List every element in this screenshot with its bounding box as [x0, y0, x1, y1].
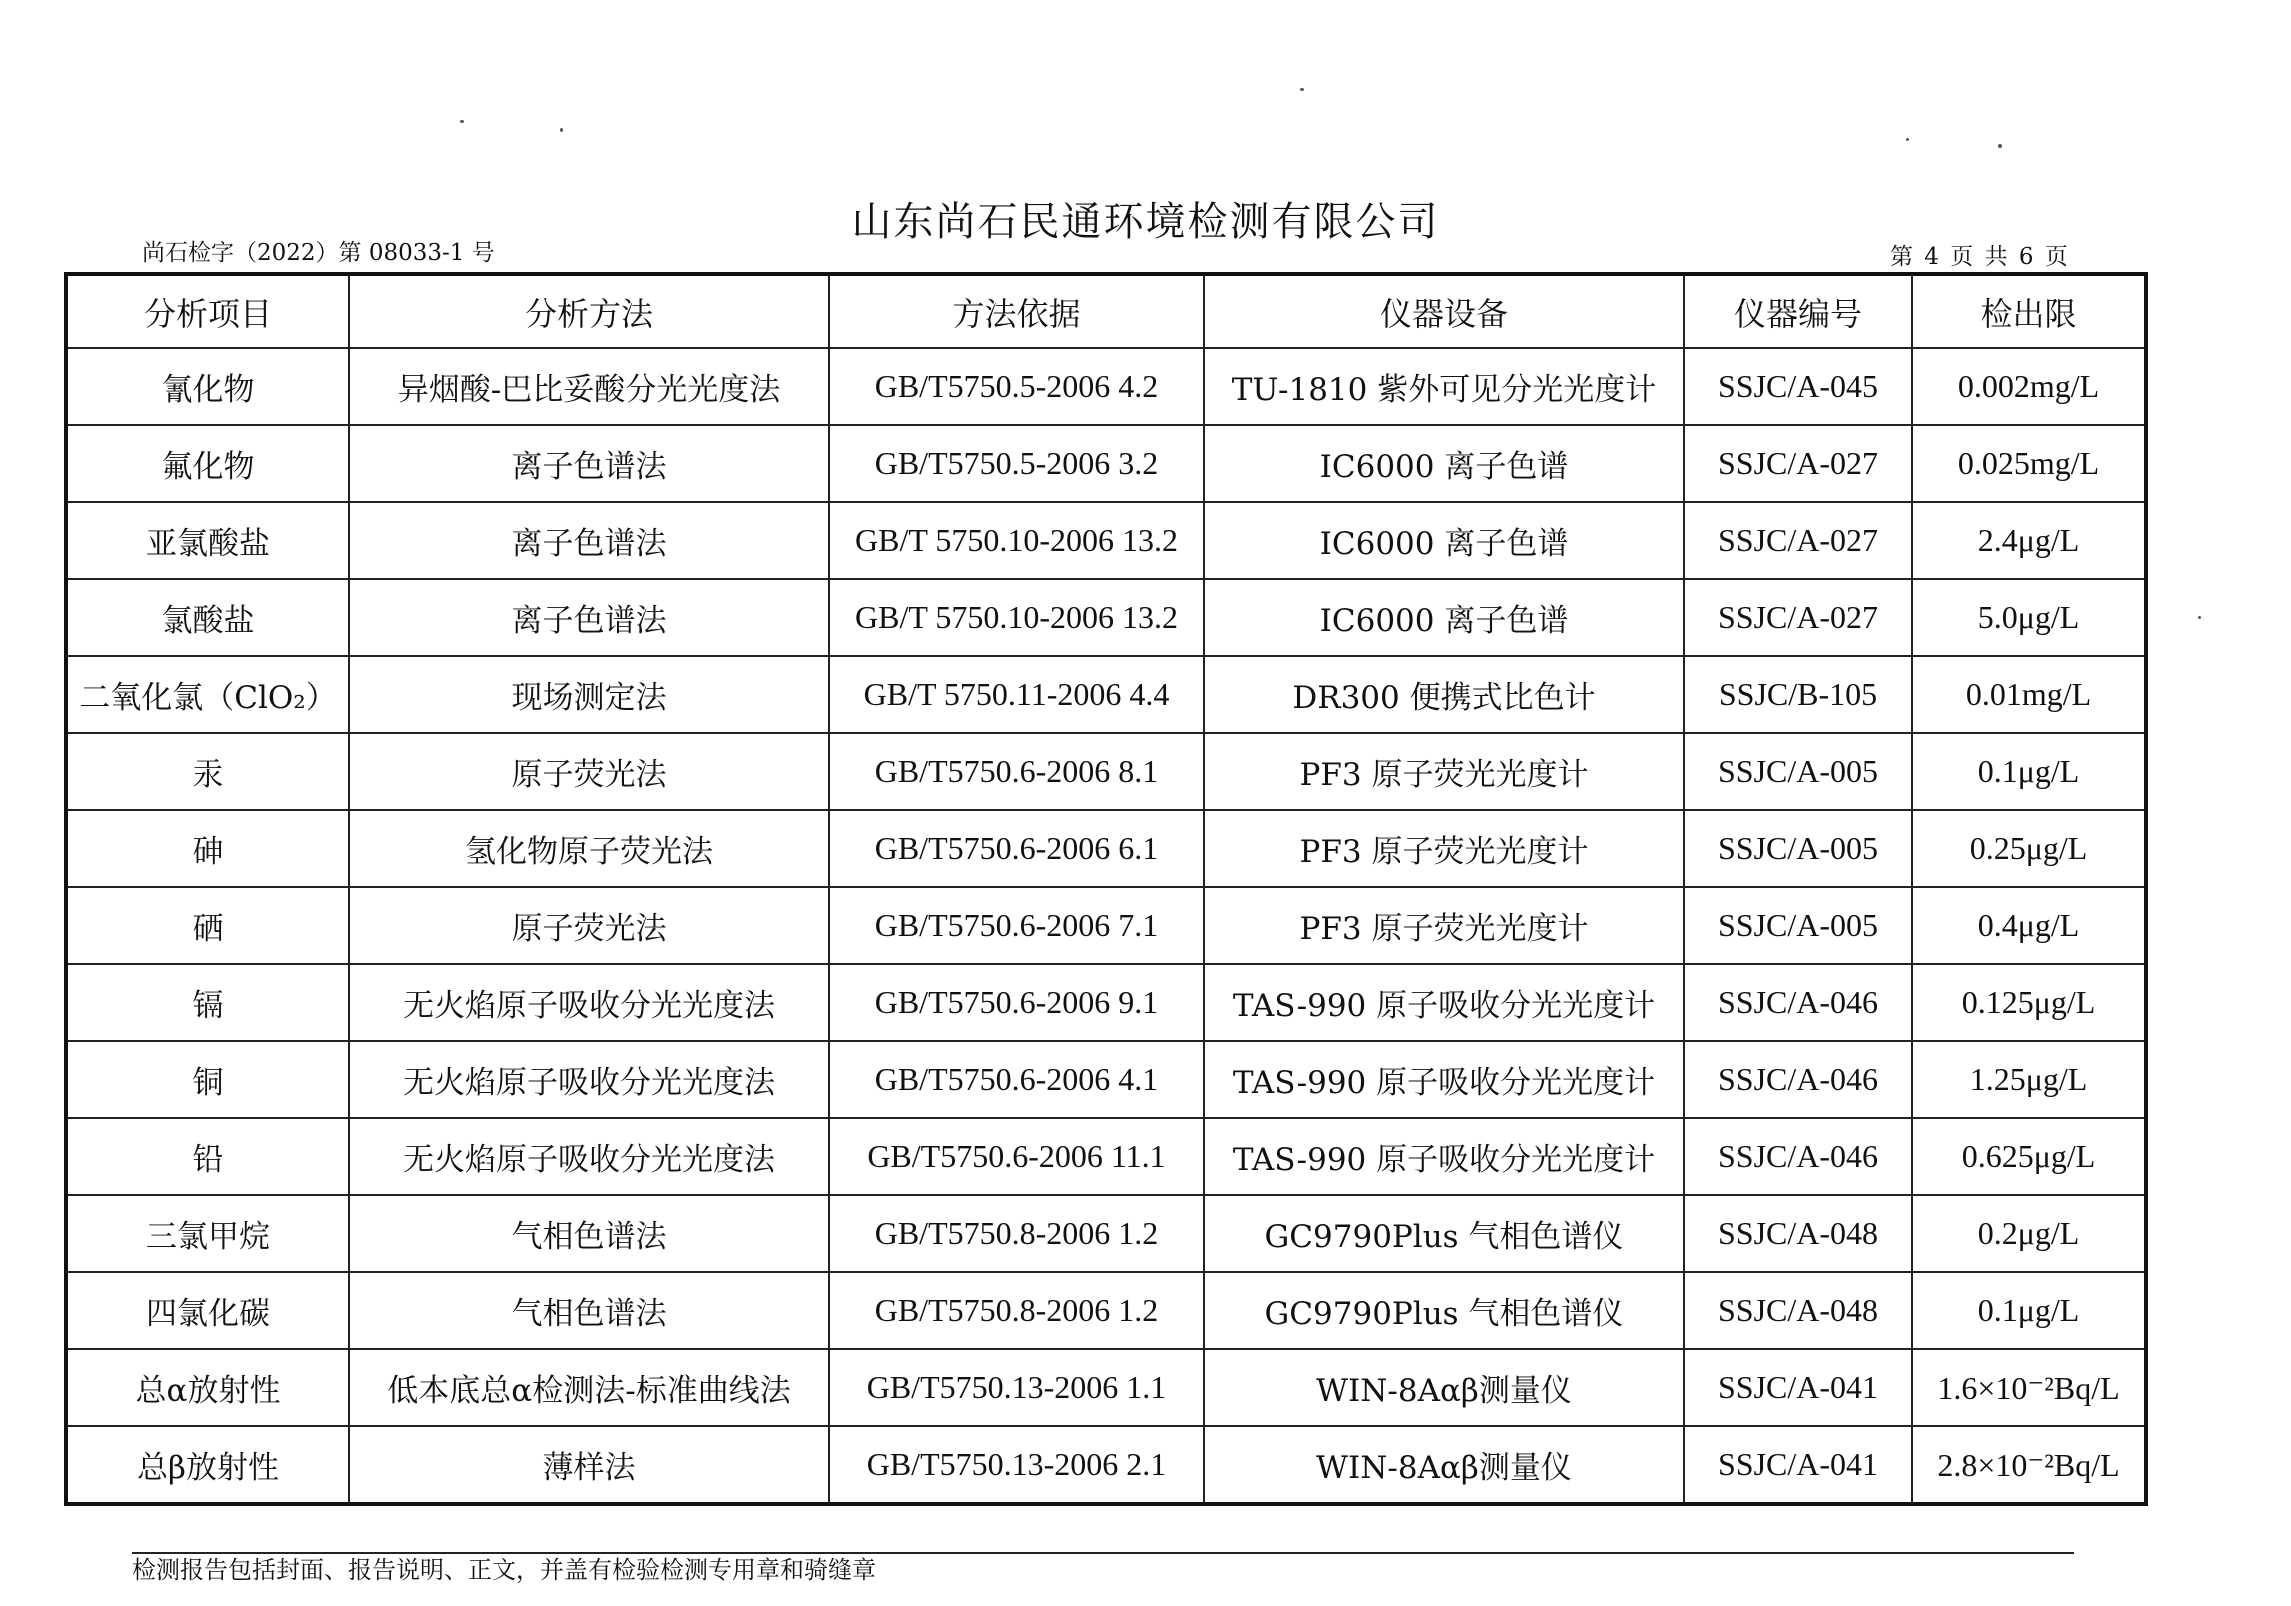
- cell-instrument: IC6000 离子色谱: [1204, 579, 1684, 656]
- cell-instrument-id: SSJC/A-005: [1684, 733, 1912, 810]
- cell-method-ref: GB/T5750.5-2006 4.2: [829, 348, 1204, 425]
- table-row: [66, 733, 2146, 810]
- scan-speck: [1998, 144, 2002, 148]
- cell-item: 铜: [66, 1041, 349, 1118]
- company-title: 山东尚石民通环境检测有限公司: [851, 199, 1440, 245]
- cell-method-ref: GB/T5750.6-2006 9.1: [829, 964, 1204, 1041]
- footer-note: 检测报告包括封面、报告说明、正文，并盖有检验检测专用章和骑缝章: [132, 1556, 876, 1584]
- report-number: 尚石检字（2022）第 08033-1 号: [142, 240, 495, 266]
- cell-method: 氢化物原子荧光法: [349, 810, 829, 887]
- column-header-instrument: 仪器设备: [1204, 274, 1684, 348]
- cell-instrument-id: SSJC/A-041: [1684, 1349, 1912, 1426]
- table-row: [66, 579, 2146, 656]
- cell-instrument-id: SSJC/A-045: [1684, 348, 1912, 425]
- cell-item: 砷: [66, 810, 349, 887]
- table-row: [66, 1041, 2146, 1118]
- cell-method: 异烟酸-巴比妥酸分光光度法: [349, 348, 829, 425]
- cell-item: 总β放射性: [66, 1426, 349, 1504]
- page-indicator: 第 4 页 共 6 页: [1890, 244, 2068, 270]
- cell-method-ref: GB/T5750.6-2006 11.1: [829, 1118, 1204, 1195]
- cell-method: 离子色谱法: [349, 579, 829, 656]
- cell-instrument-id: SSJC/A-048: [1684, 1272, 1912, 1349]
- cell-instrument-id: SSJC/A-046: [1684, 964, 1912, 1041]
- table-row: [66, 1272, 2146, 1349]
- column-header-method-ref: 方法依据: [829, 274, 1204, 348]
- cell-detection-limit: 1.6×10⁻²Bq/L: [1912, 1349, 2146, 1426]
- cell-instrument: IC6000 离子色谱: [1204, 425, 1684, 502]
- cell-item: 氟化物: [66, 425, 349, 502]
- table-row: [66, 964, 2146, 1041]
- cell-instrument-id: SSJC/A-005: [1684, 887, 1912, 964]
- column-header-item: 分析项目: [66, 274, 349, 348]
- scan-speck: [2198, 616, 2201, 619]
- analysis-methods-table: [64, 272, 2148, 1506]
- cell-detection-limit: 5.0μg/L: [1912, 579, 2146, 656]
- cell-instrument: TU-1810 紫外可见分光光度计: [1204, 348, 1684, 425]
- cell-instrument-id: SSJC/A-005: [1684, 810, 1912, 887]
- cell-method-ref: GB/T5750.6-2006 6.1: [829, 810, 1204, 887]
- cell-detection-limit: 2.4μg/L: [1912, 502, 2146, 579]
- cell-detection-limit: 2.8×10⁻²Bq/L: [1912, 1426, 2146, 1504]
- table-row: [66, 1349, 2146, 1426]
- cell-instrument: PF3 原子荧光光度计: [1204, 733, 1684, 810]
- cell-instrument: WIN-8Aαβ测量仪: [1204, 1426, 1684, 1504]
- scan-speck: [1906, 138, 1909, 141]
- cell-detection-limit: 1.25μg/L: [1912, 1041, 2146, 1118]
- table-row: [66, 1426, 2146, 1504]
- cell-detection-limit: 0.25μg/L: [1912, 810, 2146, 887]
- cell-instrument: IC6000 离子色谱: [1204, 502, 1684, 579]
- cell-item: 三氯甲烷: [66, 1195, 349, 1272]
- cell-instrument: PF3 原子荧光光度计: [1204, 810, 1684, 887]
- cell-method: 低本底总α检测法-标准曲线法: [349, 1349, 829, 1426]
- cell-instrument-id: SSJC/A-027: [1684, 502, 1912, 579]
- cell-instrument-id: SSJC/A-048: [1684, 1195, 1912, 1272]
- cell-method-ref: GB/T5750.6-2006 8.1: [829, 733, 1204, 810]
- cell-method: 无火焰原子吸收分光光度法: [349, 1118, 829, 1195]
- cell-instrument-id: SSJC/A-041: [1684, 1426, 1912, 1504]
- cell-instrument: TAS-990 原子吸收分光光度计: [1204, 1118, 1684, 1195]
- cell-instrument: GC9790Plus 气相色谱仪: [1204, 1272, 1684, 1349]
- cell-detection-limit: 0.1μg/L: [1912, 733, 2146, 810]
- cell-item: 氯酸盐: [66, 579, 349, 656]
- cell-method-ref: GB/T5750.13-2006 1.1: [829, 1349, 1204, 1426]
- cell-detection-limit: 0.1μg/L: [1912, 1272, 2146, 1349]
- cell-instrument-id: SSJC/A-046: [1684, 1041, 1912, 1118]
- table-row: [66, 348, 2146, 425]
- table-row: [66, 425, 2146, 502]
- column-header-instrument-id: 仪器编号: [1684, 274, 1912, 348]
- cell-method: 离子色谱法: [349, 425, 829, 502]
- cell-detection-limit: 0.002mg/L: [1912, 348, 2146, 425]
- table-row: [66, 502, 2146, 579]
- cell-detection-limit: 0.4μg/L: [1912, 887, 2146, 964]
- cell-instrument-id: SSJC/A-027: [1684, 425, 1912, 502]
- cell-detection-limit: 0.625μg/L: [1912, 1118, 2146, 1195]
- cell-item: 亚氯酸盐: [66, 502, 349, 579]
- cell-method-ref: GB/T5750.6-2006 4.1: [829, 1041, 1204, 1118]
- scan-speck: [460, 120, 464, 123]
- cell-method: 无火焰原子吸收分光光度法: [349, 1041, 829, 1118]
- cell-item: 氰化物: [66, 348, 349, 425]
- table-row: [66, 1118, 2146, 1195]
- cell-detection-limit: 0.125μg/L: [1912, 964, 2146, 1041]
- cell-method: 无火焰原子吸收分光光度法: [349, 964, 829, 1041]
- table-body: [66, 348, 2146, 1504]
- cell-item: 二氧化氯（ClO₂）: [66, 656, 349, 733]
- cell-instrument-id: SSJC/A-027: [1684, 579, 1912, 656]
- cell-item: 总α放射性: [66, 1349, 349, 1426]
- cell-method: 薄样法: [349, 1426, 829, 1504]
- cell-instrument: TAS-990 原子吸收分光光度计: [1204, 1041, 1684, 1118]
- cell-method-ref: GB/T5750.8-2006 1.2: [829, 1272, 1204, 1349]
- cell-instrument: GC9790Plus 气相色谱仪: [1204, 1195, 1684, 1272]
- cell-item: 镉: [66, 964, 349, 1041]
- cell-method-ref: GB/T 5750.10-2006 13.2: [829, 579, 1204, 656]
- cell-item: 四氯化碳: [66, 1272, 349, 1349]
- cell-method: 原子荧光法: [349, 887, 829, 964]
- cell-item: 硒: [66, 887, 349, 964]
- table-row: [66, 656, 2146, 733]
- cell-method: 原子荧光法: [349, 733, 829, 810]
- cell-method: 气相色谱法: [349, 1272, 829, 1349]
- cell-method-ref: GB/T5750.6-2006 7.1: [829, 887, 1204, 964]
- cell-method-ref: GB/T5750.13-2006 2.1: [829, 1426, 1204, 1504]
- cell-instrument: WIN-8Aαβ测量仪: [1204, 1349, 1684, 1426]
- table-row: [66, 810, 2146, 887]
- table-row: [66, 1195, 2146, 1272]
- cell-instrument: PF3 原子荧光光度计: [1204, 887, 1684, 964]
- cell-method-ref: GB/T 5750.11-2006 4.4: [829, 656, 1204, 733]
- cell-method: 现场测定法: [349, 656, 829, 733]
- cell-instrument: TAS-990 原子吸收分光光度计: [1204, 964, 1684, 1041]
- cell-method-ref: GB/T5750.5-2006 3.2: [829, 425, 1204, 502]
- cell-method-ref: GB/T 5750.10-2006 13.2: [829, 502, 1204, 579]
- table-row: [66, 887, 2146, 964]
- scan-speck: [1300, 88, 1304, 91]
- cell-method-ref: GB/T5750.8-2006 1.2: [829, 1195, 1204, 1272]
- cell-item: 汞: [66, 733, 349, 810]
- cell-detection-limit: 0.01mg/L: [1912, 656, 2146, 733]
- cell-detection-limit: 0.025mg/L: [1912, 425, 2146, 502]
- cell-method: 离子色谱法: [349, 502, 829, 579]
- column-header-detection-limit: 检出限: [1912, 274, 2146, 348]
- cell-method: 气相色谱法: [349, 1195, 829, 1272]
- cell-instrument-id: SSJC/B-105: [1684, 656, 1912, 733]
- cell-detection-limit: 0.2μg/L: [1912, 1195, 2146, 1272]
- cell-instrument: DR300 便携式比色计: [1204, 656, 1684, 733]
- cell-item: 铅: [66, 1118, 349, 1195]
- column-header-method: 分析方法: [349, 274, 829, 348]
- cell-instrument-id: SSJC/A-046: [1684, 1118, 1912, 1195]
- table-header-row: [66, 274, 2146, 348]
- scan-speck: [560, 128, 563, 132]
